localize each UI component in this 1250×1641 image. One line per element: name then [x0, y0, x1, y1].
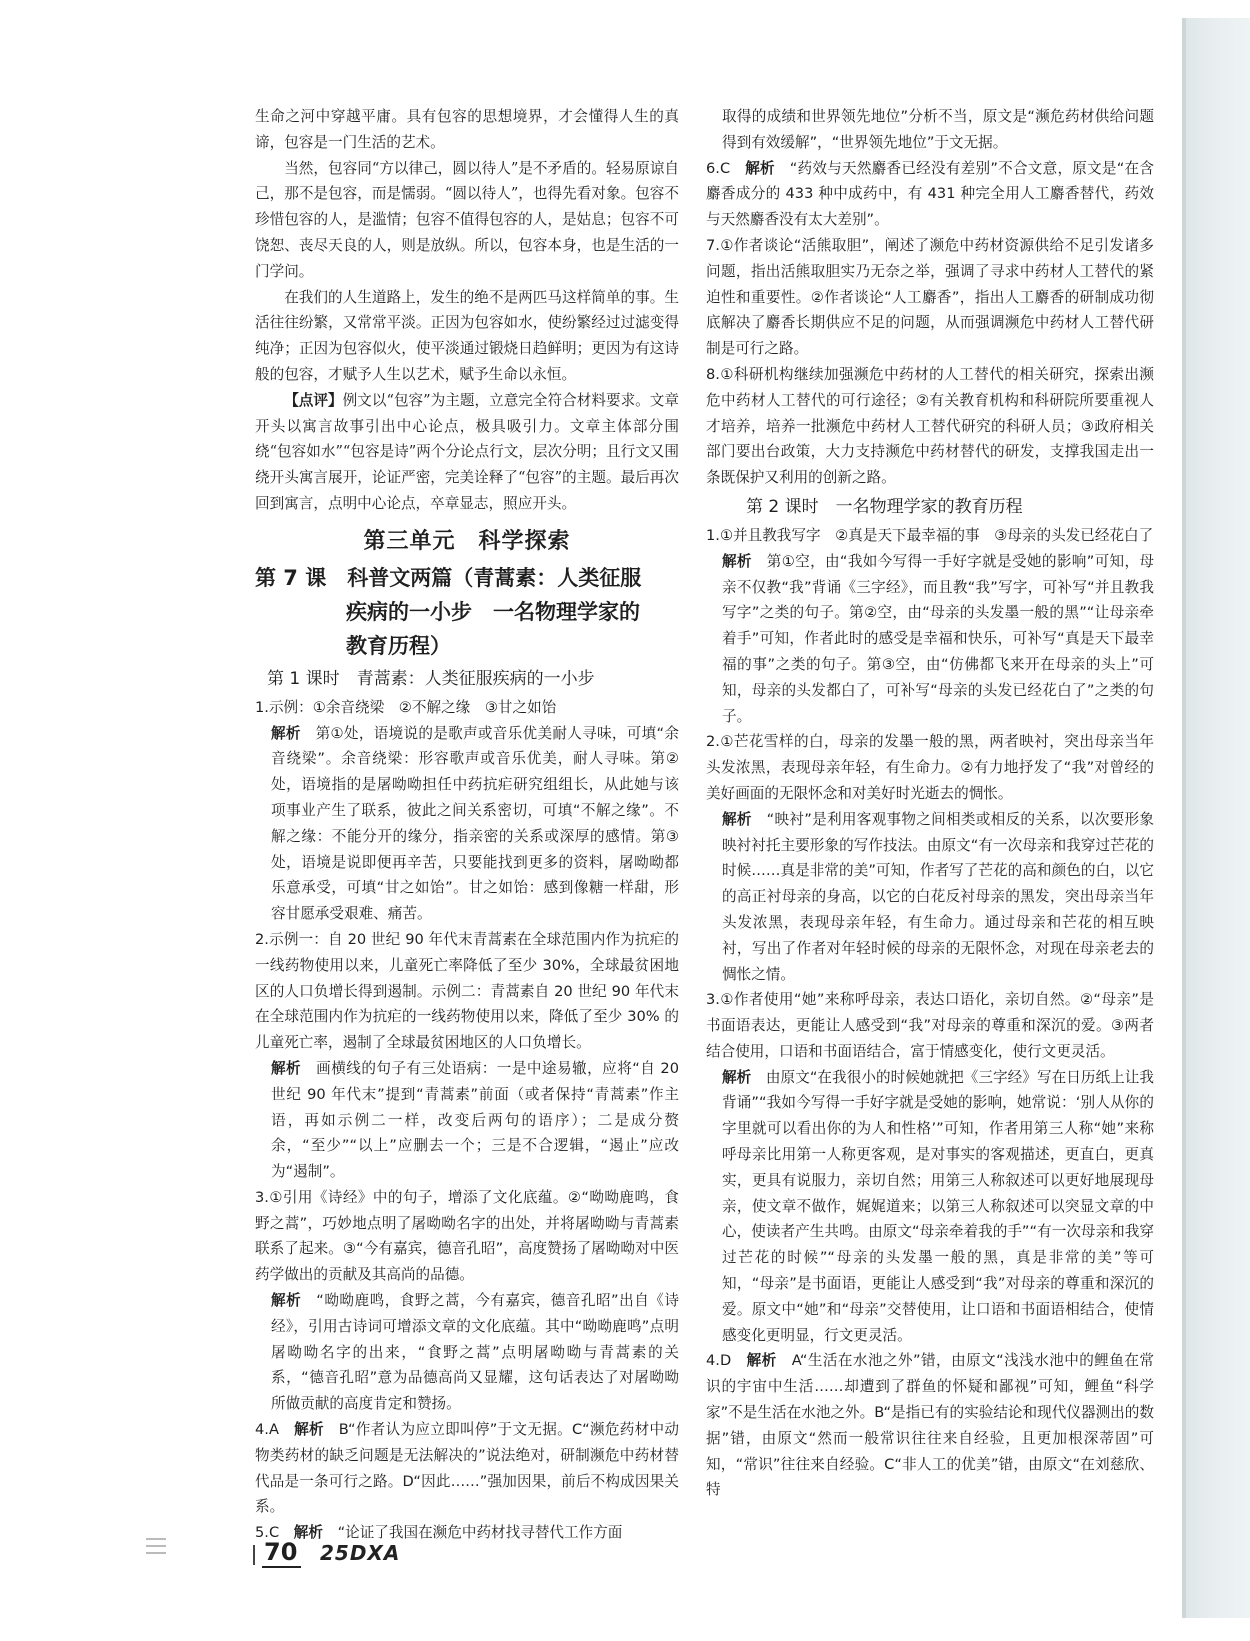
lesson-title-line: 第 7 课 科普文两篇（青蒿素：人类征服 — [255, 565, 642, 590]
answer-item — [706, 156, 1154, 233]
answer-item — [706, 362, 1154, 491]
item-number: 4. — [706, 1352, 720, 1370]
right-column — [706, 104, 1154, 1503]
answer-item — [706, 987, 1154, 1348]
item-number: 6. — [706, 159, 720, 177]
analysis-text: B“作者认为应立即叫停”于文无据。C“濒危药材中动物类药材的缺乏问题是无法解决的”说法绝对，研制濒危中药材替代品是一条可行之路。D“因此……”强加因果，前后不构成因果关系。 — [255, 1421, 679, 1516]
item-number: 3. — [255, 1188, 269, 1206]
page-number-tick — [253, 1545, 259, 1565]
item-answer: ①引用《诗经》中的句子，增添了文化底蕴。②“呦呦鹿鸣，食野之蒿”，巧妙地点明了屠呦呦名字的出处，并将屠呦呦与青蒿素联系了起来。③“今有嘉宾，德音孔昭”，高度赞扬了屠呦呦对中医药学做出的贡献及其高尚的品德。 — [255, 1188, 679, 1284]
item-number: 4. — [255, 1421, 269, 1439]
item-answer: ①作者谈论“活熊取胆”，阐述了濒危中药材资源供给不足引发诸多问题，指出活熊取胆实乃无奈之举，强调了寻求中药材人工替代的紧迫性和重要性。②作者谈论“人工麝香”，指出人工麝香的研制成功彻底解决了麝香长期供应不足的问题，从而强调濒危中药材人工替代研制是可行之路。 — [706, 236, 1154, 358]
item-answer: ①作者使用“她”来称呼母亲，表达口语化，亲切自然。②“母亲”是书面语表达，更能让人感受到“我”对母亲的尊重和深沉的爱。③两者结合使用，口语和书面语结合，富于情感变化，使行文更灵活。 — [706, 991, 1154, 1060]
lesson-title-line: 教育历程） — [346, 633, 451, 658]
analysis-text: 第①空，由“我如今写得一手好字就是受她的影响”可知，母亲不仅教“我”背诵《三字经》，而且教“我”写字，可补写“并且教我写字”之类的句子。第②空，由“母亲的头发墨一般的黑”“让母亲牵着手”可知，作者此时的感受是幸福和快乐，可补写“真是天下最幸福的事”之类的句子。第③空，由“仿佛都飞来开在母亲的头上”可知，母亲的头发都白了，可补写“母亲的头发已经花白了”之类的句子。 — [722, 552, 1154, 725]
item-analysis — [255, 1056, 679, 1185]
item-answer: ①芒花雪样的白，母亲的发墨一般的黑，两者映衬，突出母亲当年头发浓黑，表现母亲年轻，有生命力。②有力地抒发了“我”对曾经的美好画面的无限怀念和对美好时光逝去的惆怅。 — [706, 733, 1154, 802]
analysis-text: “呦呦鹿鸣，食野之蒿，今有嘉宾，德音孔昭”出自《诗经》，引用古诗词可增添文章的文化底蕴。其中“呦呦鹿鸣”点明屠呦呦名字的出来，“食野之蒿”点明屠呦呦与青蒿素的关系，“德音孔昭”意为品德高尚又显耀，这句话表达了对屠呦呦所做贡献的高度肯定和赞扬。 — [271, 1292, 679, 1413]
item-answer: 示例一：自 20 世纪 90 年代末青蒿素在全球范围内作为抗疟的一线药物使用以来，儿童死亡率降低了至少 30%，全球最贫困地区的人口负增长得到遏制。示例二：青蒿素自 20 世纪 90 年代末在全球范围内作为抗疟的一线药物使用以来，降低了至少 30% 的儿童死亡率，遏制了全球最贫困地区的人口负增长。 — [255, 930, 679, 1052]
item-analysis — [255, 721, 679, 927]
item-answer: C — [268, 1524, 280, 1542]
analysis-label: 解析 — [722, 552, 752, 570]
item-analysis — [706, 549, 1154, 730]
essay-paragraph: 当然，包容同“方以律己，圆以待人”是不矛盾的。轻易原谅自己，那不是包容，而是懦弱。“圆以待人”，也得先看对象。包容不珍惜包容的人，是滥情；包容不值得包容的人，是姑息；包容不可饶恕、丧尽天良的人，则是放纵。所以，包容本身，也是生活的一门学问。 — [255, 159, 679, 280]
lesson-title-line: 疾病的一小步 一名物理学家的 — [346, 599, 640, 624]
answer-item — [706, 729, 1154, 987]
item-number: 8. — [706, 365, 720, 383]
analysis-text: “论证了我国在濒危中药材找寻替代工作方面 — [337, 1524, 623, 1542]
answer-item — [706, 233, 1154, 362]
answer-item — [255, 927, 679, 1185]
analysis-label: 解析 — [722, 1068, 752, 1086]
item-answer: ①科研机构继续加强濒危中药材的人工替代的相关研究，探索出濒危中药材人工替代的可行途径；②有关教育机构和科研院所要重视人才培养，培养一批濒危中药材人工替代研究的科研人员；③政府相关部门要出台政策，大力支持濒危中药材替代的研发，支撑我国走出一条既保护又利用的创新之路。 — [706, 365, 1154, 487]
analysis-text: 由原文“在我很小的时候她就把《三字经》写在日历纸上让我背诵”“我如今写得一手好字就是受她的影响，她常说：‘别人从你的字里就可以看出你的为人和性格’”可知，作者用第三人称“她”来称呼母亲比用第一人称更客观，是对事实的客观描述，更直白，更真实，更具有说服力，亲切自然；用第三人称叙述可以更好地展现母亲，使文章不做作，娓娓道来；以第三人称叙述可以突显文章的中心，使读者产生共鸣。由原文“母亲牵着我的手”“有一次母亲和我穿过芒花的时候”“母亲的头发墨一般的黑，真是非常的美”等可知，“母亲”是书面语，更能让人感受到“我”对母亲的尊重和深沉的爱。原文中“她”和“母亲”交替使用，让口语和书面语相结合，使情感变化更明显，行文更灵活。 — [722, 1068, 1154, 1344]
answer-item — [706, 523, 1154, 729]
analysis-text: 画横线的句子有三处语病：一是中途易辙，应将“自 20 世纪 90 年代末”提到“青蒿素”前面（或者保持“青蒿素”作主语，再如示例二一样，改变后两句的语序）；二是成分赘余，“至少”“以上”应删去一个；三是不合逻辑，“遏止”应改为“遏制”。 — [271, 1059, 679, 1181]
answer-item — [255, 695, 679, 927]
answer-item — [255, 1520, 679, 1546]
margin-mark — [146, 1538, 166, 1562]
analysis-text: “药效与天然麝香已经没有差别”不合文意，原文是“在含麝香成分的 433 种中成药中，有 431 种完全用人工麝香替代，药效与天然麝香没有太大差别”。 — [706, 159, 1154, 229]
essay-paragraph: 在我们的人生道路上，发生的绝不是两匹马这样简单的事。生活往往纷繁，又常常平淡。正因为包容如水，使纷繁经过过滤变得纯净；正因为包容似火，使平淡通过锻烧日趋鲜明；更因为有这诗般的包容，才赋予人生以艺术，赋予生命以永恒。 — [255, 288, 679, 383]
comment-paragraph — [255, 388, 679, 517]
item-number: 2. — [255, 930, 269, 948]
item-analysis — [255, 1288, 679, 1417]
analysis-label: 解析 — [271, 1292, 302, 1310]
analysis-text: “映衬”是利用客观事物之间相类或相反的关系，以次要形象映衬衬托主要形象的写作技法。由原文“有一次母亲和我穿过芒花的时候……真是非常的美”可知，作者写了芒花的高和颜色的白，以它的高正衬母亲的身高，以它的白花反衬母亲的黑发，突出母亲当年头发浓黑，表现母亲年轻，有生命力。通过母亲和芒花的相互映衬，写出了作者对年轻时候的母亲的无限怀念，对现在母亲老去的惆怅之情。 — [722, 810, 1154, 983]
analysis-label: 解析 — [294, 1421, 324, 1439]
analysis-label: 解析 — [722, 810, 752, 828]
item-number: 5. — [255, 1524, 269, 1542]
analysis-label: 解析 — [293, 1524, 323, 1542]
page-number: 70 — [262, 1538, 301, 1568]
answer-item — [255, 1185, 679, 1417]
left-column — [255, 104, 679, 1546]
publisher-logo: 25DXA — [320, 1541, 401, 1565]
item-analysis — [706, 1065, 1154, 1349]
essay-paragraph: 生命之河中穿越平庸。具有包容的思想境界，才会懂得人生的真谛，包容是一门生活的艺术。 — [255, 108, 679, 151]
lesson-title — [255, 561, 679, 663]
analysis-text: A“生活在水池之外”错，由原文“浅浅水池中的鲤鱼在常识的宇宙中生活……却遭到了群鱼的怀疑和鄙视”可知，鲤鱼“科学家”不是生活在水池之外。B“是指已有的实验结论和现代仪器测出的数据”错，由原文“然而一般常识往往来自经验，且更加根深蒂固”可知，“常识”往往来自经验。C“非人工的优美”错，由原文“在刘慈欣、特 — [706, 1352, 1154, 1499]
item-number: 1. — [706, 526, 720, 544]
item-answer: C — [719, 159, 731, 177]
comment-text: 例文以“包容”为主题，立意完全符合材料要求。文章开头以寓言故事引出中心论点，极具吸引力。文章主体部分围绕“包容如水”“包容是诗”两个分论点行文，层次分明；且行文又围绕开头寓言展开，论证严密，完美诠释了“包容”的主题。最后再次回到寓言，点明中心论点，卒章显志，照应开头。 — [255, 391, 679, 512]
section-title: 第 2 课时 一名物理学家的教育历程 — [746, 496, 1023, 517]
section-title: 第 1 课时 青蒿素：人类征服疾病的一小步 — [267, 668, 595, 689]
item-answer: D — [719, 1352, 732, 1370]
item-continuation: 取得的成绩和世界领先地位”分析不当，原文是“濒危药材供给问题得到有效缓解”，“世界领先地位”于文无据。 — [722, 108, 1154, 151]
item-number: 1. — [255, 698, 269, 716]
comment-label: 【点评】 — [284, 391, 343, 409]
unit-title: 第三单元 科学探索 — [363, 528, 571, 554]
analysis-text: 第①处，语境说的是歌声或音乐优美耐人寻味，可填“余音绕梁”。余音绕梁：形容歌声或音乐优美，耐人寻味。第②处，语境指的是屠呦呦担任中药抗疟研究组组长，从此她与该项事业产生了联系，彼此之间关系密切，可填“不解之缘”。不解之缘：不能分开的缘分，指亲密的关系或深厚的感情。第③处，语境是说即便再辛苦，只要能找到更多的资料，屠呦呦都乐意承受，可填“甘之如饴”。甘之如饴：感到像糖一样甜，形容甘愿承受艰难、痛苦。 — [271, 724, 679, 923]
item-number: 2. — [706, 733, 720, 751]
item-number: 7. — [706, 236, 720, 254]
item-number: 3. — [706, 991, 720, 1009]
item-answer: 示例：①余音绕梁 ②不解之缘 ③甘之如饴 — [268, 698, 557, 716]
item-answer: ①并且教我写字 ②真是天下最幸福的事 ③母亲的头发已经花白了 — [719, 526, 1154, 544]
answer-item — [255, 1417, 679, 1520]
analysis-label: 解析 — [745, 159, 775, 177]
analysis-label: 解析 — [271, 1059, 302, 1077]
item-analysis — [706, 807, 1154, 988]
analysis-label: 解析 — [271, 724, 301, 742]
item-answer: A — [268, 1421, 279, 1439]
scan-background-strip — [1186, 18, 1250, 1618]
answer-item — [706, 1348, 1154, 1503]
analysis-label: 解析 — [746, 1352, 777, 1370]
